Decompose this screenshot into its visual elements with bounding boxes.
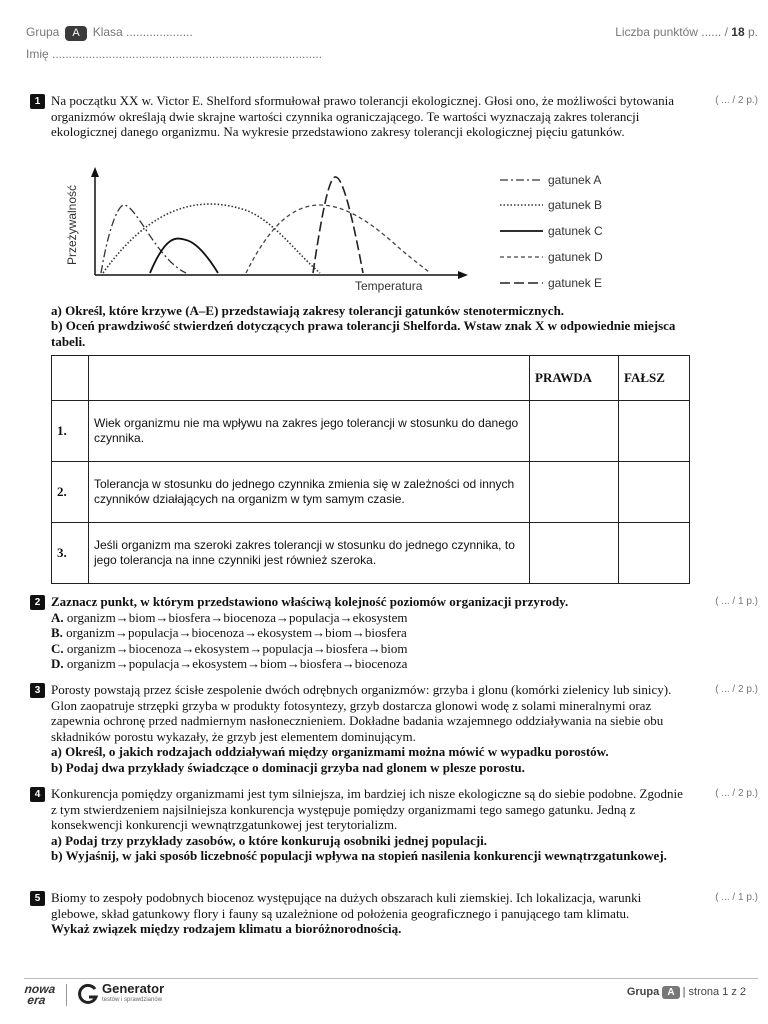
page-number: | strona 1 z 2 (682, 986, 746, 998)
name-field: Imię ................................................................................. (26, 47, 323, 61)
curve-gatunek-e (313, 177, 363, 273)
chart-y-label: Przeżywalność (65, 184, 79, 265)
curve-gatunek-c (150, 239, 218, 273)
question-1-points: ( ... / 2 p.) (715, 95, 758, 106)
option-d[interactable]: D. organizm→populacja→ekosystem→biom→biosfera→biocenoza (51, 656, 408, 671)
question-number-5: 5 (30, 891, 45, 906)
answer-cell-true[interactable] (530, 401, 619, 462)
points-max: 18 (731, 25, 745, 39)
question-number-3: 3 (30, 683, 45, 698)
question-2-prompt: Zaznacz punkt, w którym przedstawiono właściwą kolejność poziomów organizacji przyrody. (51, 594, 569, 609)
row-number: 2. (52, 462, 89, 523)
option-b[interactable]: B. organizm→populacja→biocenoza→ekosystem→biom→biosfera (51, 625, 407, 640)
legend-label-b: gatunek B (548, 198, 603, 212)
curve-gatunek-d (246, 205, 430, 273)
legend-label-c: gatunek C (548, 224, 603, 238)
question-3-task-a: a) Określ, o jakich rodzajach oddziaływań między organizmami można mówić w wypadku porostów. (51, 744, 609, 759)
tolerance-chart (58, 165, 618, 300)
question-3-intro: Porosty powstają przez ścisłe zespolenie dwóch odrębnych organizmów: grzyba i glonu (komórki zielenicy lub sinicy). Glon zaopatruje strzępki grzyba w produkty fotosyntezy, grzyb dostarcza glonowi wodę z solami mineralnymi oraz zapewnia ochronę przed nadmiernym nasłonecznieniem. Dokładne badania wzajemnego oddziaływania na siebie obu składników porostu wykazały, że grzyb jest elementem dominującym. (51, 682, 672, 744)
question-5-intro: Biomy to zespoły podobnych biocenoz występujące na dużych obszarach kuli ziemskiej. Ich lokalizacja, warunki glebowe, skład gatunkowy flory i fauny są uzależnione od położenia geograficznego i panującego tam klimatu. (51, 890, 642, 921)
question-4-points: ( ... / 2 p.) (715, 788, 758, 799)
row-statement: Jeśli organizm ma szeroki zakres tolerancji w stosunku do jednego czynnika, to jego tolerancja na inne czynniki jest również szeroka. (89, 523, 530, 584)
logo-divider (66, 984, 67, 1006)
question-5-task: Wykaż związek między rodzajem klimatu a bioróżnorodnością. (51, 921, 402, 936)
header-group (26, 25, 193, 41)
question-3-points: ( ... / 2 p.) (715, 684, 758, 695)
chart-x-label: Temperatura (355, 279, 423, 293)
legend-label-a: gatunek A (548, 173, 602, 187)
answer-cell-true[interactable] (530, 523, 619, 584)
chart-x-arrow (458, 271, 468, 279)
col-true-header: PRAWDA (530, 356, 619, 401)
table-header-row (52, 356, 690, 401)
question-4-task-b: b) Wyjaśnij, w jaki sposób liczebność populacji wpływa na stopień nasilenia konkurencji wewnątrzgatunkowej. (51, 848, 667, 863)
question-1-intro: Na początku XX w. Victor E. Shelford sformułował prawo tolerancji ekologicznej. Głosi ono, że możliwości bytowania organizmów określają dwie skrajne wartości czynnika ograniczającego. Te wartości wyznaczają zakres tolerancji ekologicznej danego organizmu. Na wykresie przedstawiono zakresy tolerancji ekologicznej pięciu gatunków. (51, 93, 675, 139)
option-c[interactable]: C. organizm→biocenoza→ekosystem→populacja→biosfera→biom (51, 640, 408, 656)
group-label: Grupa (26, 25, 60, 39)
group-badge: A (65, 26, 86, 41)
question-number-4: 4 (30, 787, 45, 802)
legend-label-d: gatunek D (548, 250, 603, 264)
footer-divider (24, 978, 758, 979)
row-statement: Tolerancja w stosunku do jednego czynnika zmienia się w zależności od innych czynników działających na organizm w tym samym czasie. (89, 462, 530, 523)
question-2-block (51, 594, 691, 672)
question-4-block (51, 786, 691, 864)
answer-cell-false[interactable] (619, 401, 690, 462)
question-5-block (51, 890, 691, 937)
question-3-task-b: b) Podaj dwa przykłady świadczące o dominacji grzyba nad glonem w plesze porostu. (51, 759, 525, 775)
question-1-task-a: a) Określ, które krzywe (A–E) przedstawiają zakresy tolerancji gatunków stenotermicznych. (51, 303, 565, 318)
question-4-task-a: a) Podaj trzy przykłady zasobów, o które konkurują osobniki jednej populacji. (51, 832, 488, 848)
answer-cell-true[interactable] (530, 462, 619, 523)
generator-g-icon (77, 983, 99, 1005)
legend-label-e: gatunek E (548, 276, 603, 290)
chart-y-arrow (91, 167, 99, 177)
table-row (52, 401, 690, 462)
answer-cell-false[interactable] (619, 462, 690, 523)
generator-logo-text: Generator testów i sprawdzianów (102, 981, 165, 1003)
row-number: 1. (52, 401, 89, 462)
table-row (52, 523, 690, 584)
true-false-table (51, 355, 690, 584)
col-false-header: FAŁSZ (619, 356, 690, 401)
question-number-2: 2 (30, 595, 45, 610)
question-4-intro: Konkurencja pomiędzy organizmami jest tym silniejsza, im bardziej ich nisze ekologiczne są do siebie podobne. Zgodnie z tym stwierdzeniem najsilniejsza konkurencja występuje pomiędzy organizmami tego samego gatunku. Jedną z konsekwencji konkurencji wewnątrzgatunkowej jest terytorializm. (51, 786, 683, 832)
question-2-points: ( ... / 1 p.) (715, 596, 758, 607)
points-total: Liczba punktów ...... / 18 p. (615, 25, 758, 39)
answer-cell-false[interactable] (619, 523, 690, 584)
footer-page-info: Grupa A | strona 1 z 2 (626, 986, 746, 998)
footer-group-badge: A (662, 986, 679, 999)
table-row (52, 462, 690, 523)
question-5-points: ( ... / 1 p.) (715, 892, 758, 903)
class-field: Klasa .................... (92, 25, 193, 39)
question-number-1: 1 (30, 94, 45, 109)
question-1-task-b: b) Oceń prawdziwość stwierdzeń dotyczących prawa tolerancji Shelforda. Wstaw znak X w odpowiednie miejsca tabeli. (51, 318, 676, 349)
row-statement: Wiek organizmu nie ma wpływu na zakres jego tolerancji w stosunku do danego czynnika. (89, 401, 530, 462)
question-3-block (51, 682, 691, 775)
nowa-era-logo: nowa era (23, 982, 57, 1007)
option-a[interactable]: A. organizm→biom→biosfera→biocenoza→populacja→ekosystem (51, 609, 408, 625)
row-number: 3. (52, 523, 89, 584)
